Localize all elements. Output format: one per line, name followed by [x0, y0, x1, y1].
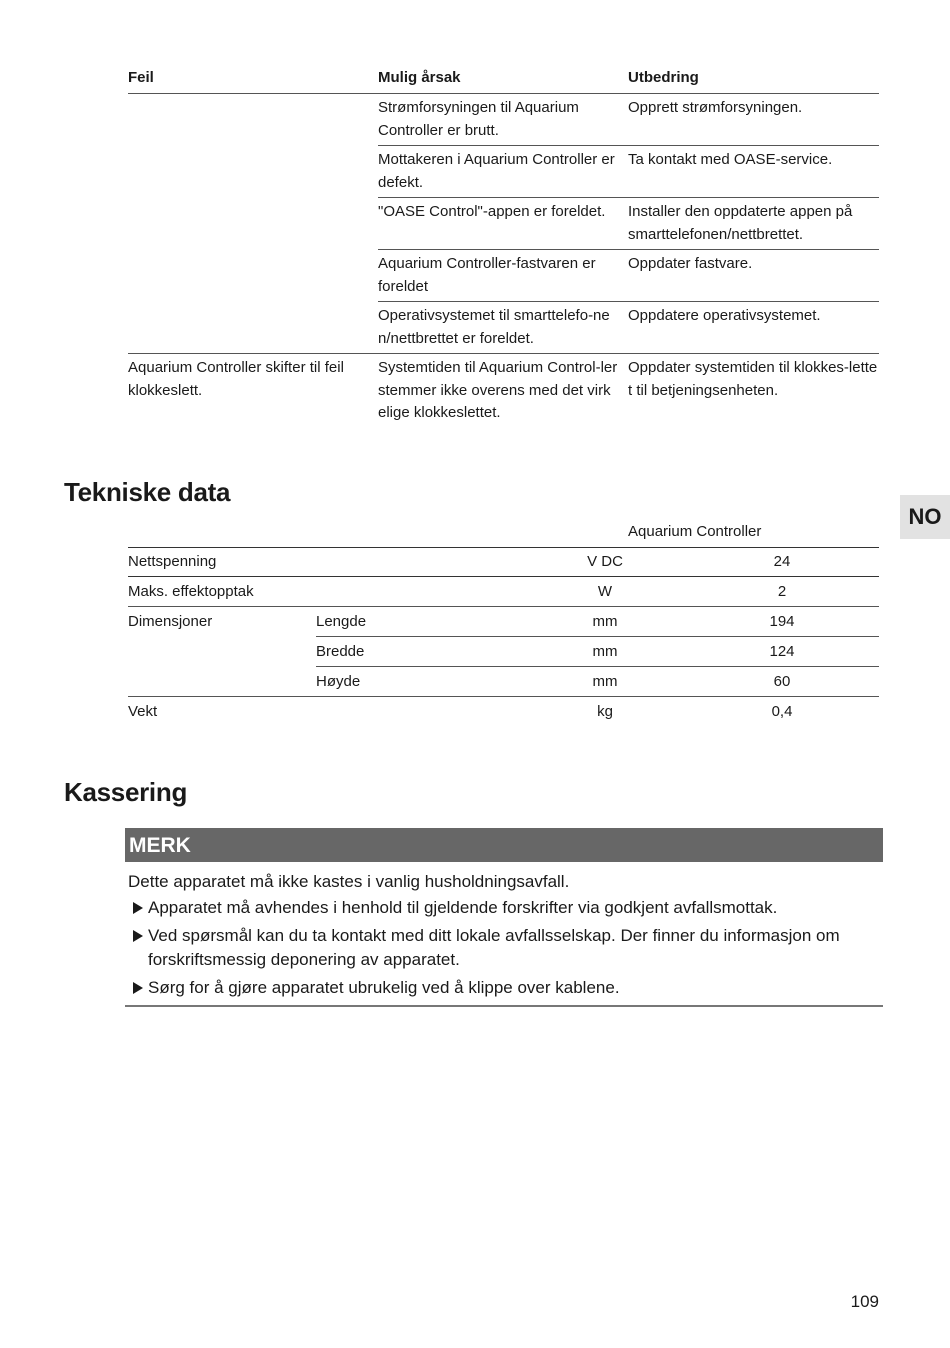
tech-row-label: Dimensjoner: [128, 613, 213, 630]
tech-row-unit: V DC: [587, 553, 623, 570]
disposal-heading: Kassering: [64, 777, 188, 807]
tech-row-divider: [316, 666, 879, 667]
troubleshooting-table-header: [128, 68, 879, 94]
tech-row-divider: [316, 636, 879, 637]
row-3-remedy: Installer den oppdaterte appen på smarttelefonen/nettbrettet.: [628, 203, 853, 243]
tech-row-label: Maks. effektopptak: [128, 583, 254, 600]
tech-row-value: 194: [769, 613, 795, 630]
tech-row-label: Nettspenning: [128, 553, 217, 570]
tech-row-unit: kg: [597, 703, 613, 720]
tech-row-value: 24: [773, 553, 791, 570]
tech-row-label: Vekt: [128, 703, 158, 720]
row-6-fault: Aquarium Controller skifter til feil klokkeslett.: [128, 359, 344, 399]
row-5-remedy: Oppdatere operativsystemet.: [628, 307, 821, 324]
tech-row-unit: mm: [592, 613, 618, 630]
row-1-cause: Strømforsyningen til Aquarium Controller er brutt.: [378, 99, 579, 139]
note-bullet: Sørg for å gjøre apparatet ubrukelig ved å klippe over kablene.: [148, 978, 620, 997]
row-divider: [378, 197, 879, 198]
tech-row-divider: [128, 576, 879, 577]
tech-column-header: Aquarium Controller: [628, 523, 762, 540]
note-intro: Dette apparatet må ikke kastes i vanlig husholdningsavfall.: [128, 872, 570, 891]
row-3-cause: "OASE Control"-appen er foreldet.: [378, 203, 606, 220]
tech-row-unit: mm: [592, 643, 618, 660]
language-tab: NO: [900, 495, 950, 539]
tech-header-line: [128, 547, 879, 548]
row-divider: [378, 249, 879, 250]
note-header-bar: [125, 828, 883, 862]
bullet-arrow-icon: [133, 902, 143, 914]
row-2-cause: Mottakeren i Aquarium Controller er defekt.: [378, 151, 615, 191]
page-number: 109: [850, 1292, 879, 1311]
tech-row-value: 2: [777, 583, 787, 600]
tech-row-value: 60: [773, 673, 791, 690]
header-cause: Mulig årsak: [378, 69, 461, 86]
row-1-remedy: Opprett strømforsyningen.: [628, 99, 803, 116]
bullet-arrow-icon: [133, 930, 143, 942]
row-divider: [378, 145, 879, 146]
row-4-remedy: Oppdater fastvare.: [628, 255, 753, 272]
row-divider: [378, 301, 879, 302]
tech-row-unit: W: [597, 583, 613, 600]
header-remedy: Utbedring: [628, 69, 699, 86]
tech-row-sub: Lengde: [316, 613, 367, 630]
row-divider: [128, 353, 879, 354]
row-6-cause: Systemtiden til Aquarium Control-ler stemmer ikke overens med det virkelige klokkeslettet.: [378, 359, 618, 421]
note-bullet: Ved spørsmål kan du ta kontakt med ditt lokale avfallsselskap. Der finner du informasjon om: [148, 926, 840, 945]
header-fault: Feil: [128, 69, 154, 86]
row-2-remedy: Ta kontakt med OASE-service.: [628, 151, 833, 168]
tech-row-unit: mm: [592, 673, 618, 690]
row-6-remedy: Oppdater systemtiden til klokkes-lettet til betjeningsenheten.: [628, 359, 878, 399]
tech-row-sub: Høyde: [316, 673, 361, 690]
row-4-cause: Aquarium Controller-fastvaren er foreldet: [378, 255, 596, 295]
tech-row-value: 0,4: [771, 703, 793, 720]
note-bullet-continuation: forskriftsmessig deponering av apparatet.: [148, 950, 460, 969]
tech-data-heading: Tekniske data: [64, 477, 231, 507]
row-5-cause: Operativsystemet til smarttelefo-nen/nettbrettet er foreldet.: [378, 307, 610, 347]
tech-row-value: 124: [769, 643, 795, 660]
tech-row-divider: [128, 696, 879, 697]
tech-row-divider: [128, 606, 879, 607]
note-bullet: Apparatet må avhendes i henhold til gjeldende forskrifter via godkjent avfallsmottak.: [148, 898, 778, 917]
bullet-arrow-icon: [133, 982, 143, 994]
note-bottom-rule: [125, 1005, 883, 1007]
tech-row-sub: Bredde: [316, 643, 365, 660]
note-title: MERK: [129, 834, 191, 857]
